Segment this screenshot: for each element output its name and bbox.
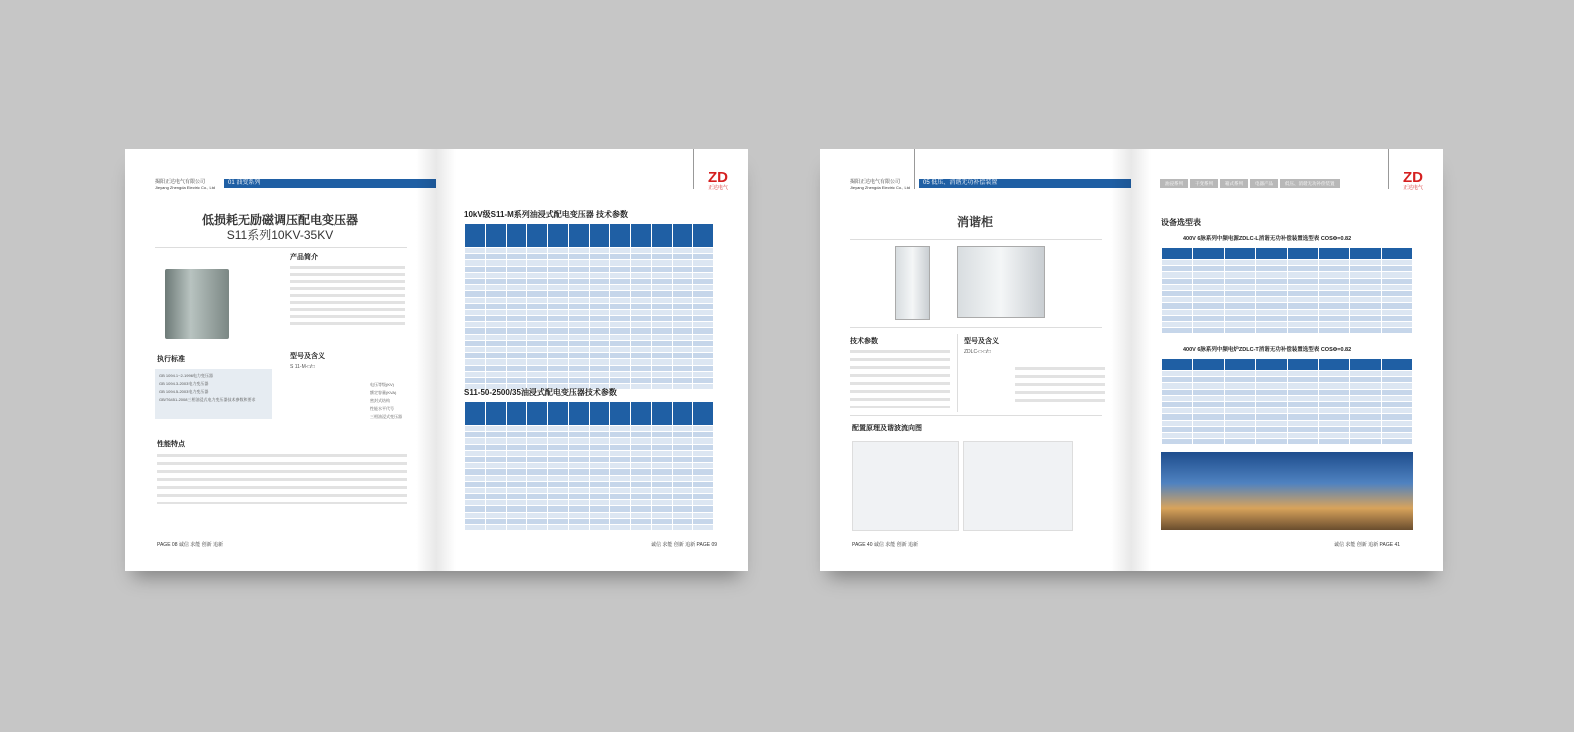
tab-box[interactable]: 箱式系列 bbox=[1220, 179, 1248, 188]
zd-logo: ZD 正达电气 bbox=[1402, 169, 1423, 191]
page-09 bbox=[436, 149, 748, 571]
table-row bbox=[1162, 328, 1413, 334]
selection-table2-title: 400V 6脉系列中频电炉ZDLC-T消谐无功补偿装置选型表 COSΦ=0.82 bbox=[1183, 347, 1352, 353]
model-code: S 11-M-□/□ bbox=[290, 364, 315, 370]
company-name: 揭阳正达电气有限公司 Jieyang Zhengda Electric Co., Ltd bbox=[155, 179, 216, 190]
divider bbox=[850, 415, 1102, 416]
standards-heading: 执行标准 bbox=[157, 356, 185, 363]
model-legend bbox=[1015, 367, 1105, 405]
page-footer: PAGE 40 诚信 求能 创新 追新 bbox=[852, 542, 919, 548]
zd-logo: ZD 正达电气 bbox=[707, 169, 728, 191]
features-heading: 性能特点 bbox=[157, 441, 185, 448]
model-code: ZDLC-□-□/□ bbox=[964, 349, 991, 355]
catalog-spread-harmonic bbox=[820, 149, 1443, 571]
standard-item: GB 1094.1~2-1996电力变压器 bbox=[159, 373, 213, 378]
company-name: 揭阳正达电气有限公司 Jieyang Zhengda Electric Co., Ltd bbox=[850, 179, 911, 190]
intro-heading: 产品简介 bbox=[290, 254, 318, 261]
section-bar: 05 低压、消谐无功补偿装置 bbox=[919, 179, 1131, 188]
divider bbox=[850, 327, 1102, 328]
table-row bbox=[465, 525, 714, 531]
page-title: 低损耗无励磁调压配电变压器 S11系列10KV-35KV bbox=[201, 213, 358, 242]
spec-table-10kv bbox=[464, 223, 714, 390]
selection-table-l bbox=[1161, 247, 1413, 334]
model-heading: 型号及含义 bbox=[290, 353, 325, 360]
selection-heading: 设备选型表 bbox=[1161, 218, 1201, 227]
spine-shadow bbox=[1111, 149, 1151, 571]
model-legend: 电压等级(KV) 额定容量(KVA) 密封式结构 性能水平代号 三相油浸式变压器 bbox=[370, 382, 402, 419]
spec-table-35kv bbox=[464, 401, 714, 531]
cabinet-row-photo bbox=[957, 246, 1045, 318]
tab-dry[interactable]: 干变系列 bbox=[1190, 179, 1218, 188]
tech-heading: 技术参数 bbox=[850, 338, 878, 345]
tab-oil[interactable]: 油浸系列 bbox=[1160, 179, 1188, 188]
table2-title: S11-50-2500/35油浸式配电变压器技术参数 bbox=[464, 388, 617, 397]
page-40 bbox=[820, 149, 1131, 571]
column-rule bbox=[957, 334, 958, 412]
category-tabs bbox=[1160, 179, 1340, 188]
selection-table-t bbox=[1161, 358, 1413, 445]
model-heading: 型号及含义 bbox=[964, 338, 999, 345]
features-text bbox=[157, 454, 407, 504]
cabinet-photo bbox=[895, 246, 930, 320]
standard-item: GB 1094.5-2003电力变压器 bbox=[159, 389, 209, 394]
standard-item: GB/T6451-2008三相油浸式电力变压器技术参数和要求 bbox=[159, 397, 256, 402]
section-bar: 01 油变系列 bbox=[224, 179, 436, 188]
intro-text bbox=[290, 266, 405, 326]
page-footer: PAGE 08 诚信 求能 创新 追新 bbox=[157, 542, 224, 548]
wiring-diagram-right bbox=[963, 441, 1073, 531]
standards-box bbox=[155, 369, 272, 419]
selection-table1-title: 400V 6脉系列中频电源ZDLC-L消谐无功补偿装置选型表 COSΦ=0.82 bbox=[1183, 236, 1352, 242]
divider bbox=[850, 239, 1102, 240]
divider bbox=[155, 247, 407, 248]
header-rule bbox=[693, 149, 694, 189]
diagram-heading: 配置原理及谐波流向图 bbox=[852, 425, 922, 432]
wiring-diagram-left bbox=[852, 441, 959, 531]
standard-item: GB 1094.3-2003电力变压器 bbox=[159, 381, 209, 386]
tech-text bbox=[850, 350, 950, 408]
header-rule bbox=[1388, 149, 1389, 189]
spine-shadow bbox=[416, 149, 456, 571]
transformer-photo bbox=[165, 269, 229, 339]
page-footer: 诚信 求能 创新 追新 PAGE 09 bbox=[651, 542, 718, 548]
page-title: 消谐柜 bbox=[956, 215, 993, 229]
page-08 bbox=[125, 149, 436, 571]
tab-harmonic[interactable]: 低压、消谐无功补偿装置 bbox=[1280, 179, 1340, 188]
page-footer: 诚信 求能 创新 追新 PAGE 41 bbox=[1334, 542, 1401, 548]
tab-electric[interactable]: 电器产品 bbox=[1250, 179, 1278, 188]
page-41 bbox=[1131, 149, 1443, 571]
substation-photo bbox=[1161, 452, 1413, 530]
catalog-spread-transformers bbox=[125, 149, 748, 571]
table-row bbox=[1162, 439, 1413, 445]
table1-title: 10kV级S11-M系列油浸式配电变压器 技术参数 bbox=[464, 210, 629, 219]
header-rule bbox=[914, 149, 915, 189]
